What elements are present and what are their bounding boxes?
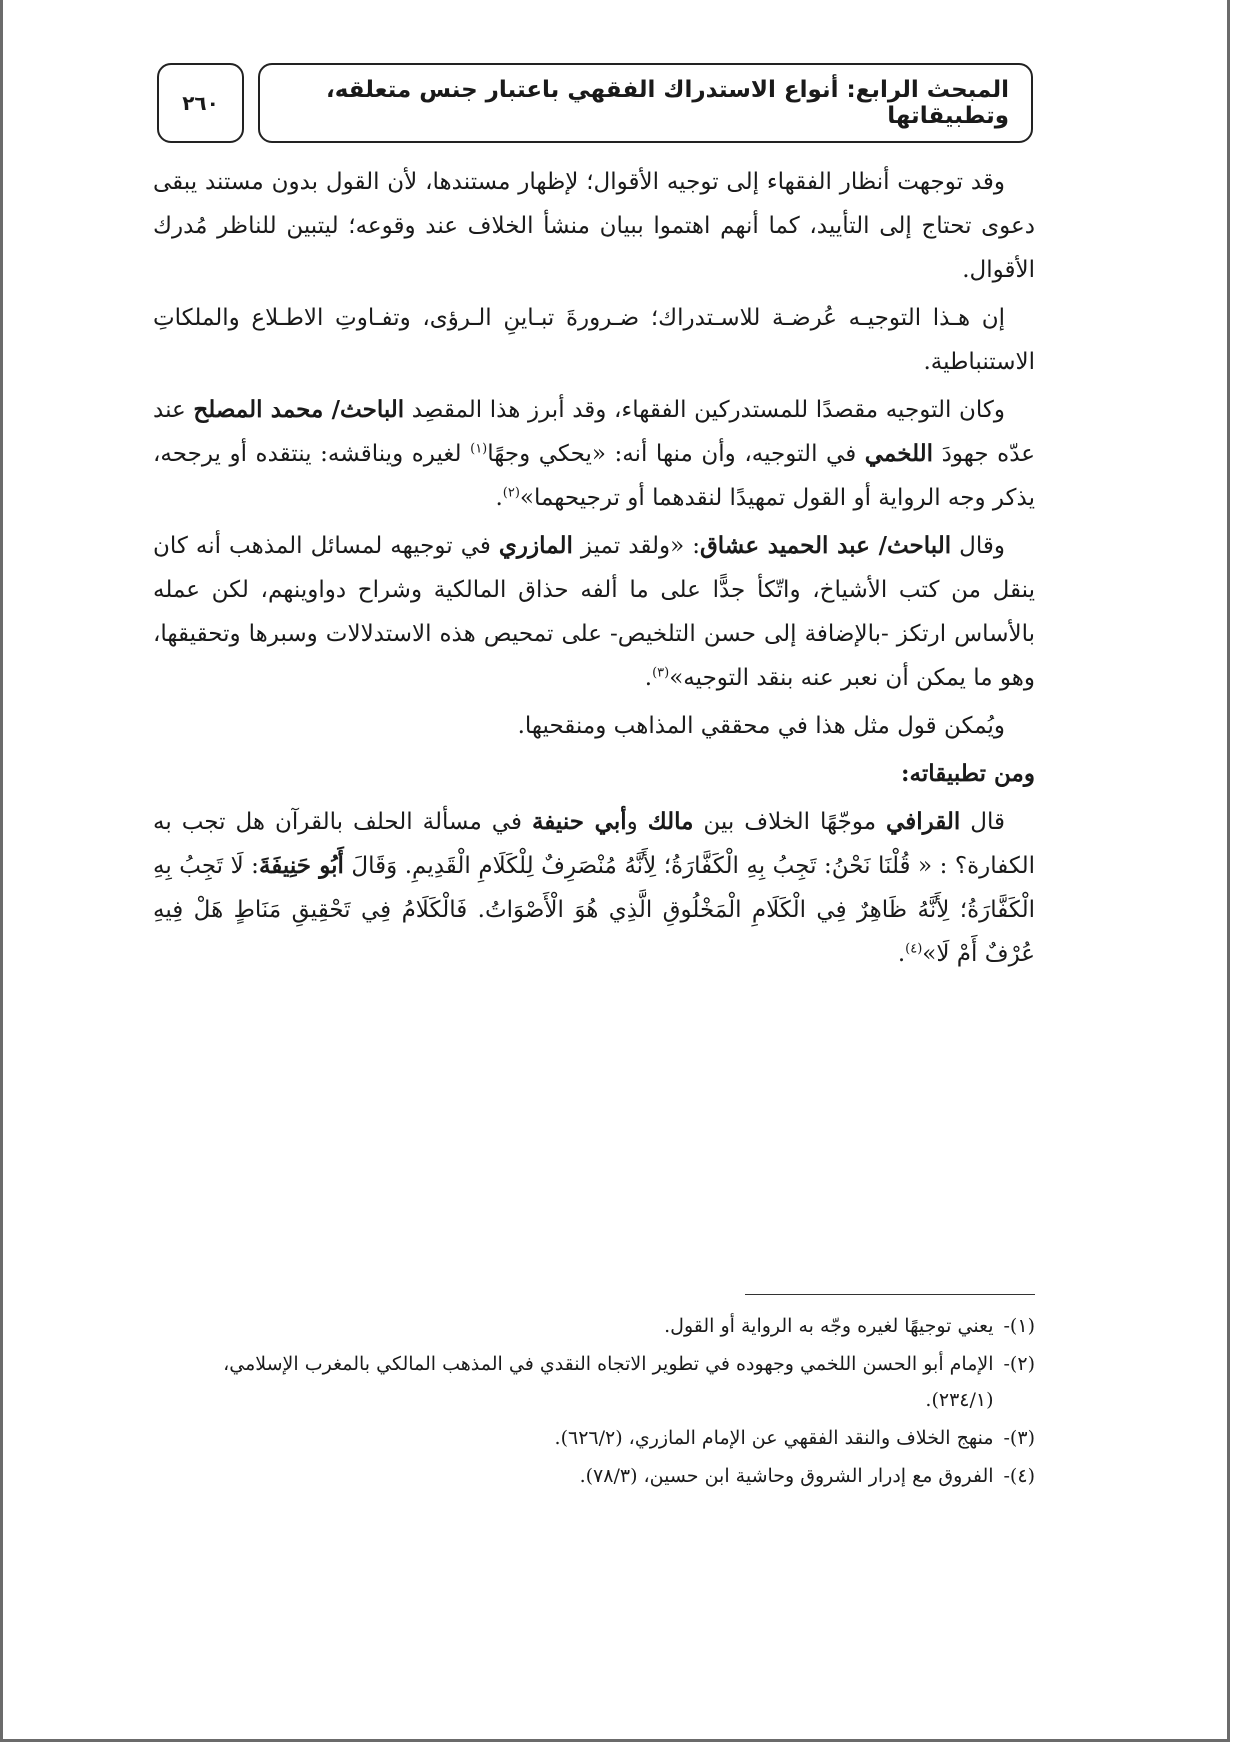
p6-text-c: موجّهًا الخلاف بين	[693, 809, 887, 835]
footnote-text: الفروق مع إدرار الشروق وحاشية ابن حسين، (٧٨/٣).	[579, 1465, 994, 1487]
p6-text-a: قال	[960, 809, 1005, 835]
page-number: ٢٦٠	[182, 91, 219, 115]
main-text	[153, 160, 1035, 980]
footnote-text: يعني توجيهًا لغيره وجّه به الرواية أو القول.	[664, 1315, 994, 1337]
footnote-ref-4[interactable]: (٤)	[905, 941, 923, 957]
footnote-number: (٤)-	[1003, 1465, 1035, 1487]
footnote-ref-2[interactable]: (٢)	[502, 485, 520, 501]
p6-bold-malik: مالك	[647, 808, 694, 835]
p6-bold-abu-hanifa-quote: أَبُو حَنِيفَةَ	[258, 852, 344, 879]
footnote-number: (٣)-	[1003, 1427, 1035, 1449]
footnote-ref-3[interactable]: (٣)	[652, 665, 670, 681]
p4-text-a: وقال	[951, 533, 1005, 559]
chapter-title: المبحث الرابع: أنواع الاستدراك الفقهي باعتبار جنس متعلقه، وتطبيقاتها	[325, 77, 1009, 129]
p6-text-e: في مسألة الحلف بالقرآن هل تجب به الكفارة؟ : « قُلْنَا نَحْنُ: تَجِبُ بِهِ الْكَفَّارَةُ؛ لِأَنَّهُ مُنْصَرِفٌ لِلْكَلَامِ الْقَدِيمِ. وَقَالَ	[153, 809, 1035, 879]
p6-text-d: و	[626, 809, 648, 835]
p3-text-f: .	[495, 485, 503, 511]
p3-bold-lakhmi: اللخمي	[864, 440, 934, 467]
page-number-box	[157, 63, 244, 143]
footnote-text: الإمام أبو الحسن اللخمي وجهوده في تطوير الاتجاه النقدي في المذهب المالكي بالمغرب الإسلامي، (٢٣٤/١).	[223, 1353, 994, 1411]
footnote-ref-1[interactable]: (١)	[470, 441, 488, 457]
footnote-number: (١)-	[1003, 1315, 1035, 1337]
chapter-title-box	[258, 63, 1033, 143]
p3-bold-author: الباحث/ محمد المصلح	[193, 396, 405, 423]
p6-text-f: : لَا تَجِبُ بِهِ الْكَفَّارَةُ؛ لِأَنَّهُ ظَاهِرٌ فِي الْكَلَامِ الْمَخْلُوقِ الَّذِي هُوَ الْأَصْوَاتُ. فَالْكَلَامُ فِي تَحْقِيقِ مَنَاطٍ هَلْ فِيهِ عُرْفٌ أَمْ لَا»	[153, 853, 1035, 967]
footnotes	[153, 1308, 1035, 1496]
footnote-item	[153, 1420, 1035, 1456]
p6-bold-abu-hanifa: أبي حنيفة	[531, 808, 627, 835]
paragraph-3	[153, 388, 1035, 520]
footnote-item	[153, 1458, 1035, 1494]
paragraph-2: إن هـذا التوجيـه عُرضـة للاسـتدراك؛ ضـرورةَ تبـاينِ الـرؤى، وتفـاوتِ الاطـلاع والملكاتِ الاستنباطية.	[153, 305, 1035, 375]
paragraph-5: ويُمكن قول مثل هذا في محققي المذاهب ومنقحيها.	[517, 713, 1005, 739]
p4-text-d: في توجيهه لمسائل المذهب أنه كان ينقل من كتب الأشياخ، واتّكأ جدًّا على ما ألفه حذاق المالكية وشراح دواوينهم، لكن عمله بالأساس ارتكز -بالإضافة إلى حسن التلخيص- على تمحيص هذه الاستدلالات وسبرها وتحقيقها، وهو ما يمكن أن نعبر عنه بنقد التوجيه»	[153, 533, 1035, 691]
footnote-item	[153, 1308, 1035, 1344]
p3-text-d: في التوجيه، وأن منها أنه: «يحكي وجهًا	[487, 441, 865, 467]
p3-text-c: عند عدّه جهودَ	[153, 397, 1035, 467]
p6-text-g: .	[897, 941, 906, 967]
paragraph-4	[153, 524, 1035, 700]
p3-text-a: وكان التوجيه مقصدًا للمستدركين الفقهاء، وقد أبرز هذا المقصِد	[404, 397, 1005, 423]
paragraph-1: وقد توجهت أنظار الفقهاء إلى توجيه الأقوال؛ لإظهار مستندها، لأن القول بدون مستند يبقى دعوى تحتاج إلى التأييد، كما أنهم اهتموا ببيان منشأ الخلاف عند وقوعه؛ ليتبين للناظر مُدرك الأقوال.	[153, 169, 1035, 283]
paragraph-6	[153, 800, 1035, 976]
section-heading: ومن تطبيقاته:	[901, 760, 1035, 787]
footnote-number: (٢)-	[1003, 1353, 1035, 1375]
p4-bold-author: الباحث/ عبد الحميد عشاق	[699, 532, 952, 559]
p4-bold-mazari: المازري	[498, 532, 573, 559]
footnote-separator	[745, 1294, 1035, 1295]
footnote-item	[153, 1346, 1035, 1418]
p4-text-e: .	[644, 665, 653, 691]
page-header	[157, 63, 1033, 143]
footnote-text: منهج الخلاف والنقد الفقهي عن الإمام المازري، (٦٢٦/٢).	[554, 1427, 994, 1449]
p4-text-c: : «ولقد تميز	[572, 533, 700, 559]
p3-text-e: لغيره ويناقشه: ينتقده أو يرجحه، يذكر وجه الرواية أو القول تمهيدًا لنقدهما أو ترجيحهما»	[153, 441, 1035, 511]
p6-bold-qarafi: القرافي	[886, 808, 961, 835]
